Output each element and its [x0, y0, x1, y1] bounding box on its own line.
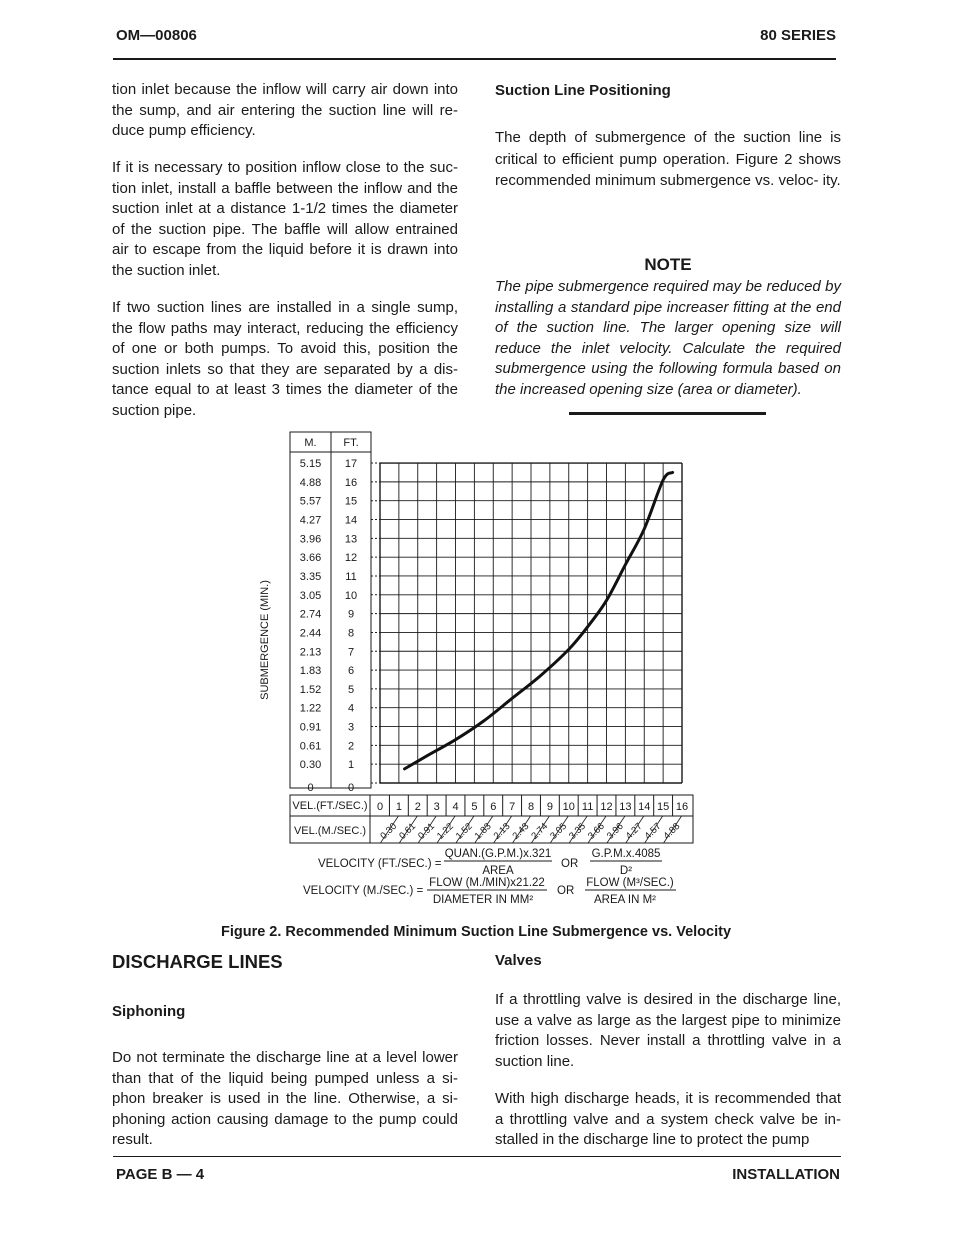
- submergence-m-value: 2.74: [299, 608, 322, 621]
- submergence-ft-value: 12: [344, 552, 358, 565]
- paragraph-two-suction-lines: If two suction lines are installed in a single sump, the flow paths may interact, reducing the efficiency of one or both pumps. To avoid this, position the suction inlets so that they are separated by a dis- tance equal to at least 3 times the diameter of the suction pipe.: [112, 299, 458, 419]
- submergence-m-value: 2.13: [299, 646, 322, 659]
- velocity-ft-value: 6: [490, 801, 497, 813]
- submergence-m-value: 5.15: [299, 458, 322, 471]
- footer-rule: [113, 1156, 841, 1157]
- section-name: INSTALLATION: [732, 1166, 840, 1183]
- submergence-ft-value: 1: [347, 759, 355, 772]
- velocity-m-value: 0.61: [397, 820, 419, 842]
- submergence-ft-value: 3: [347, 721, 355, 734]
- formula-ft-denominator: AREA: [482, 865, 514, 877]
- velocity-m-value: 4.88: [661, 820, 683, 842]
- submergence-m-value: 3.05: [299, 589, 322, 602]
- formula-m-denominator-2: AREA IN M²: [594, 894, 656, 906]
- velocity-m-label: VEL.(M./SEC.): [293, 825, 367, 837]
- submergence-m-header: M.: [304, 437, 317, 449]
- formula-ft-numerator: QUAN.(G.P.M.)x.321: [444, 848, 552, 860]
- paragraph-valves-1: If a throttling valve is desired in the discharge line, use a valve as large as the largest pipe to minimize friction losses. Never install a throttling valve in a suction line.: [495, 991, 841, 1070]
- velocity-m-value: 1.22: [434, 820, 456, 842]
- velocity-m-value: 1.83: [472, 820, 494, 842]
- velocity-ft-value: 13: [619, 801, 632, 813]
- submergence-ft-value: 10: [344, 589, 358, 602]
- submergence-curve: [405, 472, 673, 768]
- submergence-m-value: 0: [307, 782, 314, 794]
- submergence-m-value: 3.35: [299, 570, 322, 583]
- submergence-ft-value: 8: [347, 627, 355, 640]
- note-body: The pipe submergence required may be reduced by installing a standard pipe increaser fitting at the end of the suction line. The larger opening size will reduce the inlet velocity. Calculate the required submergence using the following formula based on the increased opening size (area or diameter).: [495, 278, 841, 398]
- paragraph-valves-2: With high discharge heads, it is recommended that a throttling valve and a system check valve be in- stalled in the discharge line to protect the pump: [495, 1090, 841, 1149]
- velocity-m-value: 3.66: [585, 820, 607, 842]
- velocity-ft-value: 0: [376, 801, 384, 813]
- velocity-ft-value: 12: [600, 801, 613, 813]
- velocity-ft-value: 10: [562, 801, 575, 813]
- submergence-ft-value: 2: [347, 740, 355, 753]
- submergence-m-value: 4.88: [299, 476, 322, 489]
- velocity-m-value: 0.30: [378, 820, 400, 842]
- velocity-ft-value: 16: [675, 801, 689, 813]
- submergence-ft-value: 4: [347, 702, 355, 715]
- page-number: PAGE B — 4: [116, 1166, 205, 1183]
- velocity-ft-value: 4: [452, 801, 459, 813]
- formula-m-label: VELOCITY (M./SEC.) =: [303, 885, 424, 897]
- note-title: NOTE: [644, 255, 692, 274]
- submergence-m-value: 1.52: [299, 683, 322, 696]
- velocity-ft-value: 14: [638, 801, 651, 813]
- formula-m-numerator: FLOW (M./MIN)x21.22: [429, 877, 545, 889]
- formula-m-numerator-2: FLOW (M³/SEC.): [586, 877, 674, 889]
- submergence-m-value: 0.30: [299, 759, 322, 772]
- velocity-m-value: 4.57: [642, 820, 664, 842]
- submergence-ft-value: 14: [344, 514, 358, 527]
- formula-m-denominator: DIAMETER IN MM²: [432, 894, 534, 906]
- submergence-m-value: 5.57: [299, 495, 322, 508]
- submergence-m-value: 2.44: [299, 627, 322, 640]
- velocity-m-value: 3.35: [567, 820, 588, 842]
- formula-m-or: OR: [557, 885, 575, 897]
- submergence-m-value: 4.27: [299, 514, 322, 527]
- submergence-m-value: 0.61: [299, 740, 322, 753]
- submergence-ft-value: 0: [347, 782, 355, 794]
- submergence-ft-value: 9: [347, 608, 355, 621]
- velocity-ft-label: VEL.(FT./SEC.): [292, 800, 368, 812]
- submergence-m-value: 3.96: [299, 533, 322, 546]
- velocity-ft-value: 7: [509, 801, 516, 813]
- submergence-ft-value: 11: [345, 570, 357, 583]
- velocity-ft-value: 3: [433, 801, 440, 813]
- document-id: OM—00806: [116, 27, 197, 44]
- velocity-ft-value: 5: [471, 801, 478, 813]
- paragraph-inflow-air: tion inlet because the inflow will carry air down into the sump, and air entering the suction line will re- duce pump efficiency.: [112, 81, 458, 140]
- paragraph-baffle: If it is necessary to position inflow close to the suc- tion inlet, install a baffle between the inflow and the suction inlet at a distance 1-1/2 times the diameter of the suction pipe. The baffle will allow entrained air to escape from the liquid before it is drawn into the suction inlet.: [112, 159, 458, 279]
- velocity-m-value: 2.43: [510, 820, 532, 842]
- velocity-ft-value: 15: [657, 801, 670, 813]
- submergence-ft-value: 15: [344, 495, 358, 508]
- submergence-ft-value: 6: [347, 665, 355, 678]
- formula-ft-label: VELOCITY (FT./SEC.) =: [318, 858, 442, 870]
- velocity-m-value: 4.27: [623, 820, 645, 842]
- chart-curve-group: [405, 472, 673, 768]
- velocity-ft-value: 2: [414, 801, 421, 813]
- submergence-m-value: 3.66: [299, 552, 322, 565]
- suction-line-positioning-heading: Suction Line Positioning: [495, 82, 671, 99]
- y-axis-label: SUBMERGENCE (MIN.): [259, 580, 271, 700]
- formula-ft-numerator-2: G.P.M.x.4085: [591, 848, 661, 860]
- velocity-table: [290, 795, 693, 843]
- velocity-m-value: 3.96: [604, 820, 626, 842]
- velocity-ft-value: 8: [527, 801, 535, 813]
- submergence-ft-value: 5: [347, 683, 355, 696]
- submergence-ft-value: 13: [344, 533, 358, 546]
- velocity-m-value: 1.52: [453, 820, 475, 842]
- submergence-m-value: 0.91: [299, 721, 322, 734]
- submergence-ft-header: FT.: [343, 437, 359, 449]
- submergence-ft-value: 17: [344, 458, 358, 471]
- velocity-m-value: 2.13: [491, 820, 513, 842]
- series-label: 80 SERIES: [760, 27, 836, 44]
- siphoning-heading: Siphoning: [112, 1003, 186, 1020]
- submergence-m-value: 1.83: [299, 665, 322, 678]
- submergence-ft-value: 7: [347, 646, 355, 659]
- velocity-ft-value: 11: [581, 801, 594, 813]
- valves-heading: Valves: [495, 952, 542, 969]
- paragraph-submergence-depth: The depth of submergence of the suction line is critical to efficient pump operation. Figure 2 shows recommended minimum submergence vs. veloc- ity.: [495, 129, 841, 189]
- velocity-ft-value: 1: [395, 801, 402, 813]
- submergence-ft-value: 16: [344, 476, 358, 489]
- velocity-formulas: [303, 848, 676, 906]
- submergence-table: [290, 432, 380, 794]
- velocity-ft-value: 9: [546, 801, 553, 813]
- velocity-m-value: 2.74: [529, 820, 551, 842]
- figure-caption: Figure 2. Recommended Minimum Suction Line Submergence vs. Velocity: [220, 924, 732, 940]
- submergence-m-value: 1.22: [299, 702, 322, 715]
- discharge-lines-title: DISCHARGE LINES: [112, 951, 283, 972]
- paragraph-siphoning: Do not terminate the discharge line at a level lower than that of the liquid being pumped unless a si- phon breaker is used in the line. Otherwise, a si- phoning action causing damage to the pump could result.: [112, 1049, 458, 1149]
- velocity-m-value: 3.05: [548, 820, 570, 842]
- formula-ft-denominator-2: D²: [619, 865, 633, 877]
- velocity-m-value: 0.91: [416, 820, 437, 842]
- chart-grid: [380, 463, 682, 783]
- formula-ft-or: OR: [561, 858, 579, 870]
